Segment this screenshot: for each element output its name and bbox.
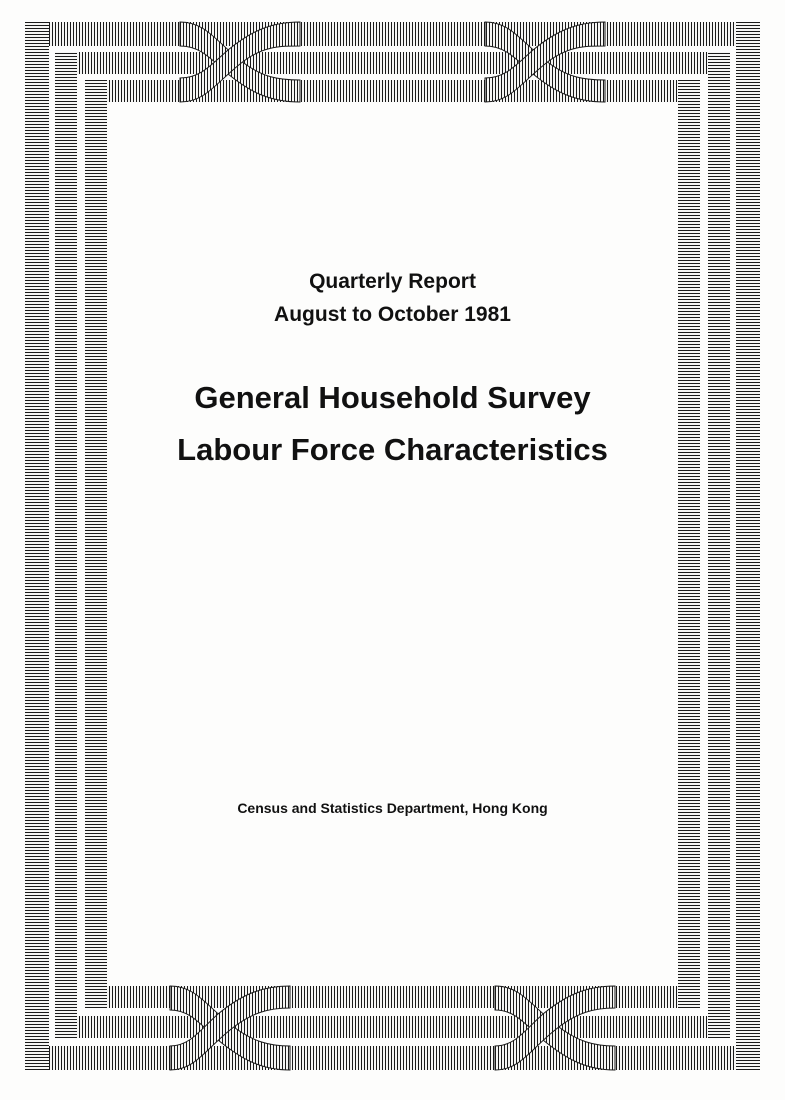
report-type: Quarterly Report: [309, 270, 476, 293]
report-period: August to October 1981: [274, 303, 511, 326]
publisher: Census and Statistics Department, Hong Kong: [237, 800, 548, 816]
report-title-line-1: General Household Survey: [194, 380, 591, 415]
cover-text-area: [115, 110, 670, 970]
report-title-line-2: Labour Force Characteristics: [177, 432, 608, 467]
